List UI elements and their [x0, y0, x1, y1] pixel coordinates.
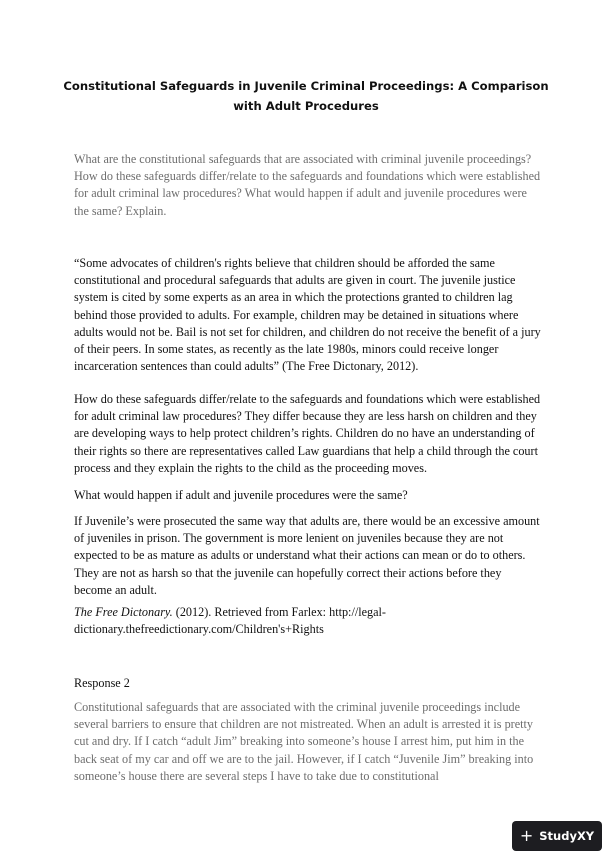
assignment-prompt: What are the constitutional safeguards that are associated with criminal juvenile proceedings? How do these safeguards differ/relate to the safeguards and foundations which were established for adult criminal law procedures? What would happen if adult and juvenile procedures were the same? Explain.: [74, 152, 541, 218]
quote-paragraph: “Some advocates of children's rights believe that children should be afforded the same constitutional and procedural safeguards that adults are given in court. The juvenile justice system is cited by some experts as an area in which the protections granted to children lag behind those provided to adults. For example, children may be detained in situations where adults would not be. Bail is not set for children, and children do not receive the benefit of a jury of their peers. In some states, as recently as the late 1980s, minors could receive longer incarceration sentences than could adults” (The Free Dictonary, 2012).: [74, 256, 541, 374]
studyxy-logo-text: StudyXY: [539, 829, 595, 843]
studyxy-badge[interactable]: [512, 821, 602, 851]
response-text: Constitutional safeguards that are associated with the criminal juvenile proceedings include several barriers to ensure that children are not mistreated. When an adult is arrested it is pretty cut and dry. If I catch “adult Jim” breaking into someone’s house I arrest him, put him in the back seat of my car and off we are to the jail. However, if I catch “Juvenile Jim” breaking into someone’s house there are several steps I have to take due to constitutional: [74, 700, 534, 783]
citation-details: (2012). Retrieved from Farlex: http://legal-dictionary.thefreedictionary.com/Children's+Rights: [74, 605, 386, 637]
consequence-paragraph: If Juvenile’s were prosecuted the same way that adults are, there would be an excessive amount of juveniles in prison. The government is more lenient on juveniles because they are not expected to be as mature as adults or understand what their actions can mean or do to others. They are not as harsh so that the juvenile can hopefully correct their actions before they become an adult.: [74, 514, 540, 597]
citation: [74, 604, 542, 638]
difference-paragraph: How do these safeguards differ/relate to the safeguards and foundations which were established for adult criminal law procedures? They differ because they are less harsh on children and they are developing ways to help protect children’s rights. Children do no have an understanding of their rights so there are representatives called Law guardians that help a child through the court process and they explain the rights to the child as the proceeding moves.: [74, 392, 541, 475]
response-heading: Response 2: [74, 676, 130, 690]
plus-icon: +: [519, 826, 534, 845]
citation-source: The Free Dictonary.: [74, 605, 173, 619]
question-paragraph: What would happen if adult and juvenile procedures were the same?: [74, 488, 408, 502]
document-title: Constitutional Safeguards in Juvenile Criminal Proceedings: A Comparison with Adult Procedures: [63, 79, 549, 113]
